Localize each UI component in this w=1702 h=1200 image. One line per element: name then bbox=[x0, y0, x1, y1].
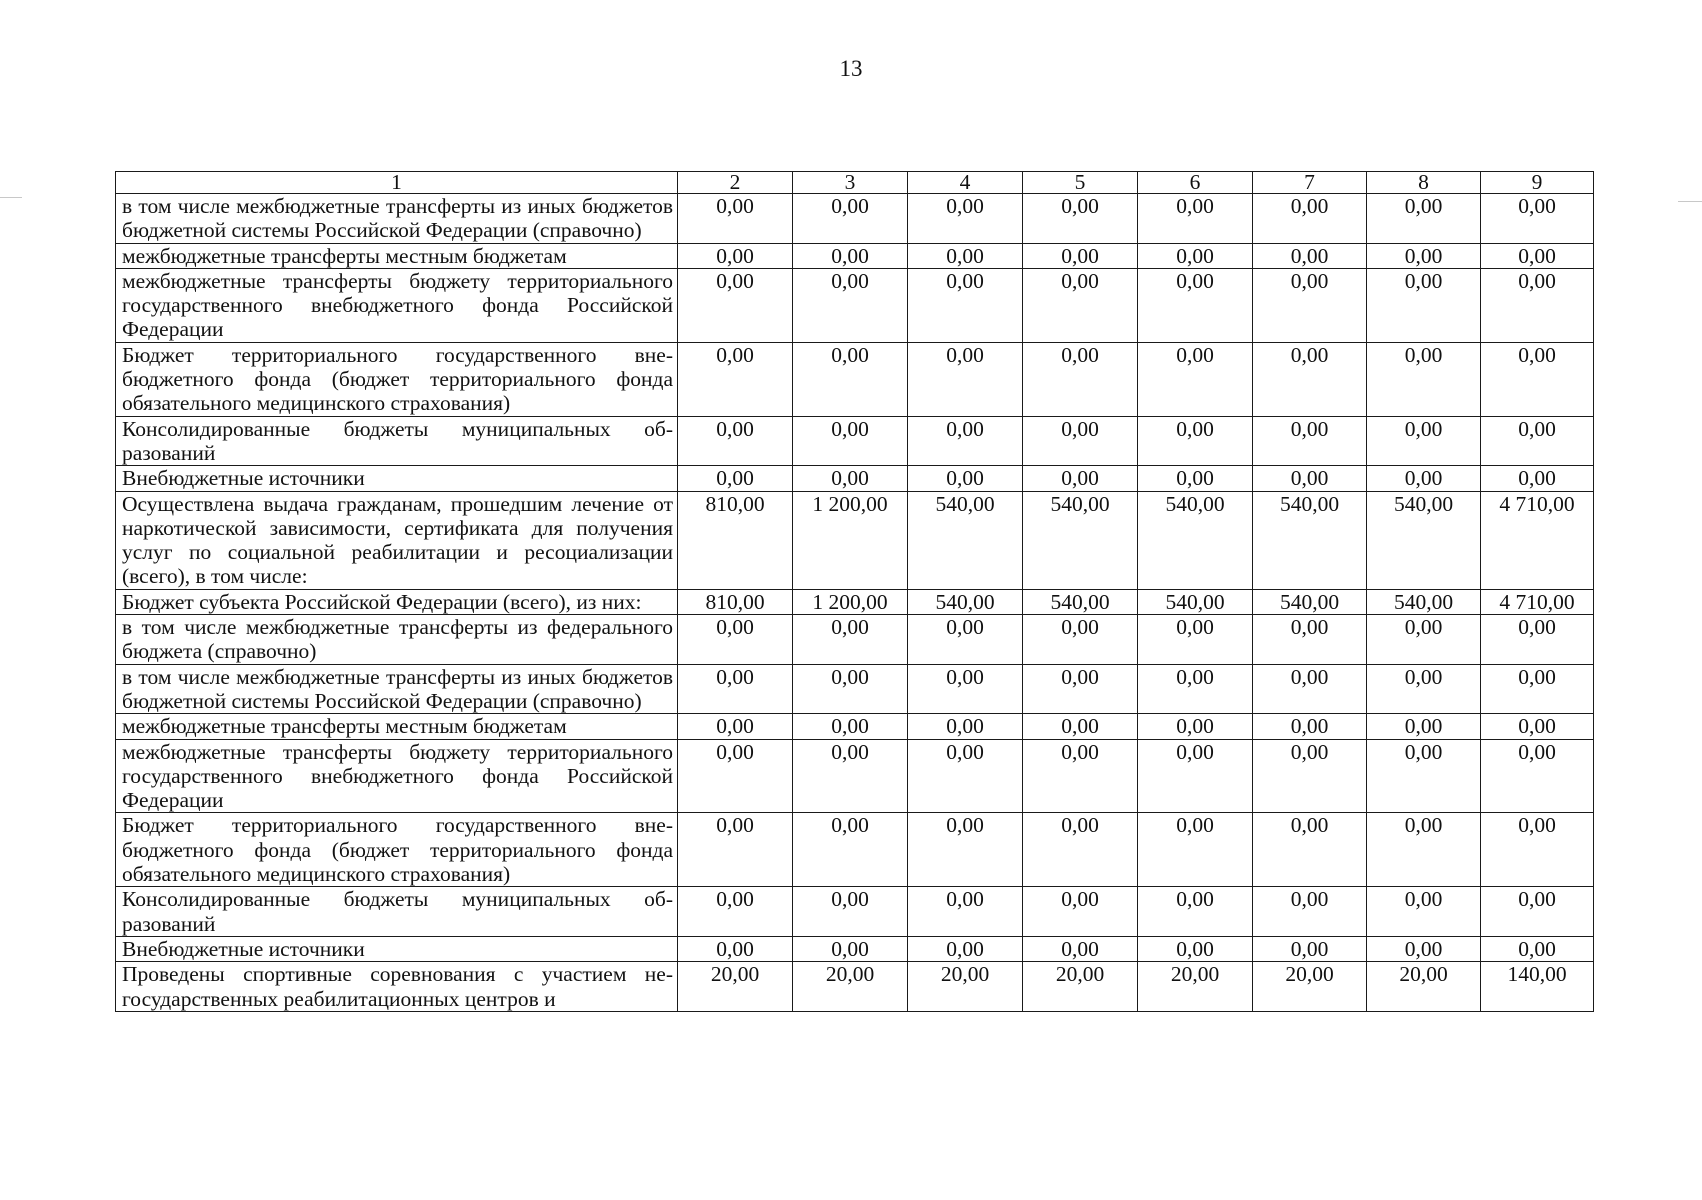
value-cell: 0,00 bbox=[1481, 936, 1594, 961]
column-header: 2 bbox=[678, 172, 793, 194]
value-cell: 0,00 bbox=[678, 615, 793, 665]
value-cell: 0,00 bbox=[1138, 243, 1253, 268]
table-row bbox=[116, 268, 1594, 342]
value-cell: 0,00 bbox=[793, 813, 908, 887]
value-cell: 0,00 bbox=[678, 268, 793, 342]
budget-table bbox=[115, 171, 1594, 1012]
value-cell: 540,00 bbox=[1023, 491, 1138, 589]
table-row bbox=[116, 491, 1594, 589]
value-cell: 0,00 bbox=[1138, 466, 1253, 491]
scan-mark-left bbox=[0, 197, 22, 198]
value-cell: 0,00 bbox=[1138, 887, 1253, 937]
value-cell: 0,00 bbox=[1253, 714, 1367, 739]
value-cell: 0,00 bbox=[908, 194, 1023, 244]
row-label: в том числе межбюджетные трансферты из федерального бюджета (справочно) bbox=[116, 615, 678, 665]
table-row bbox=[116, 739, 1594, 813]
column-header: 8 bbox=[1367, 172, 1481, 194]
table-row bbox=[116, 342, 1594, 416]
value-cell: 0,00 bbox=[1481, 714, 1594, 739]
value-cell: 0,00 bbox=[908, 936, 1023, 961]
value-cell: 0,00 bbox=[793, 664, 908, 714]
value-cell: 0,00 bbox=[1253, 416, 1367, 466]
value-cell: 0,00 bbox=[908, 615, 1023, 665]
row-label: в том числе межбюджетные трансферты из иных бюджетов бюджетной системы Российской Федерации (справочно) bbox=[116, 194, 678, 244]
value-cell: 0,00 bbox=[1481, 466, 1594, 491]
value-cell: 0,00 bbox=[678, 342, 793, 416]
value-cell: 0,00 bbox=[908, 243, 1023, 268]
value-cell: 0,00 bbox=[1138, 664, 1253, 714]
value-cell: 0,00 bbox=[1138, 714, 1253, 739]
value-cell: 0,00 bbox=[793, 243, 908, 268]
value-cell: 0,00 bbox=[1481, 887, 1594, 937]
value-cell: 0,00 bbox=[1138, 739, 1253, 813]
table-row bbox=[116, 936, 1594, 961]
row-label: Осуществлена выдача гражданам, прошедшим лечение от наркотической зависимости, сертификата для получения услуг по социальной реабилитации и ресоциализации (всего), в том числе: bbox=[116, 491, 678, 589]
value-cell: 0,00 bbox=[793, 466, 908, 491]
value-cell: 20,00 bbox=[1367, 962, 1481, 1012]
table-row bbox=[116, 243, 1594, 268]
row-label: Консолидированные бюджеты муниципальных образований bbox=[116, 416, 678, 466]
table-body bbox=[116, 172, 1594, 1012]
value-cell: 20,00 bbox=[793, 962, 908, 1012]
value-cell: 0,00 bbox=[1367, 664, 1481, 714]
value-cell: 0,00 bbox=[1367, 615, 1481, 665]
value-cell: 540,00 bbox=[1253, 491, 1367, 589]
value-cell: 0,00 bbox=[1367, 887, 1481, 937]
value-cell: 0,00 bbox=[793, 615, 908, 665]
value-cell: 0,00 bbox=[1367, 194, 1481, 244]
value-cell: 0,00 bbox=[1481, 664, 1594, 714]
value-cell: 0,00 bbox=[1367, 416, 1481, 466]
value-cell: 4 710,00 bbox=[1481, 491, 1594, 589]
value-cell: 0,00 bbox=[1367, 342, 1481, 416]
value-cell: 0,00 bbox=[678, 194, 793, 244]
table-row bbox=[116, 194, 1594, 244]
value-cell: 4 710,00 bbox=[1481, 589, 1594, 614]
table-header-row bbox=[116, 172, 1594, 194]
value-cell: 540,00 bbox=[1367, 589, 1481, 614]
row-label: межбюджетные трансферты бюджету территориального государственного внебюджетного фонда Российской Федерации bbox=[116, 268, 678, 342]
value-cell: 0,00 bbox=[1138, 615, 1253, 665]
row-label: в том числе межбюджетные трансферты из иных бюджетов бюджетной системы Российской Федерации (справочно) bbox=[116, 664, 678, 714]
value-cell: 0,00 bbox=[1253, 664, 1367, 714]
value-cell: 540,00 bbox=[908, 589, 1023, 614]
value-cell: 0,00 bbox=[1023, 887, 1138, 937]
row-label: Проведены спортивные соревнования с участием негосударственных реабилитационных центров и bbox=[116, 962, 678, 1012]
value-cell: 0,00 bbox=[1481, 194, 1594, 244]
value-cell: 0,00 bbox=[1253, 887, 1367, 937]
value-cell: 0,00 bbox=[678, 466, 793, 491]
value-cell: 0,00 bbox=[1253, 243, 1367, 268]
value-cell: 0,00 bbox=[1138, 194, 1253, 244]
value-cell: 0,00 bbox=[678, 714, 793, 739]
table-row bbox=[116, 664, 1594, 714]
value-cell: 20,00 bbox=[678, 962, 793, 1012]
row-label: межбюджетные трансферты бюджету территориального государственного внебюджетного фонда Российской Федерации bbox=[116, 739, 678, 813]
value-cell: 0,00 bbox=[678, 243, 793, 268]
value-cell: 0,00 bbox=[1138, 342, 1253, 416]
table-row bbox=[116, 813, 1594, 887]
value-cell: 20,00 bbox=[908, 962, 1023, 1012]
value-cell: 540,00 bbox=[1138, 491, 1253, 589]
row-label: межбюджетные трансферты местным бюджетам bbox=[116, 714, 678, 739]
value-cell: 0,00 bbox=[793, 714, 908, 739]
column-header: 5 bbox=[1023, 172, 1138, 194]
value-cell: 0,00 bbox=[1253, 813, 1367, 887]
value-cell: 140,00 bbox=[1481, 962, 1594, 1012]
value-cell: 540,00 bbox=[1367, 491, 1481, 589]
value-cell: 0,00 bbox=[908, 887, 1023, 937]
value-cell: 0,00 bbox=[908, 664, 1023, 714]
table-row bbox=[116, 589, 1594, 614]
value-cell: 0,00 bbox=[793, 268, 908, 342]
value-cell: 0,00 bbox=[908, 714, 1023, 739]
value-cell: 540,00 bbox=[1253, 589, 1367, 614]
value-cell: 0,00 bbox=[793, 936, 908, 961]
column-header: 9 bbox=[1481, 172, 1594, 194]
value-cell: 0,00 bbox=[1138, 268, 1253, 342]
value-cell: 0,00 bbox=[1253, 466, 1367, 491]
column-header: 1 bbox=[116, 172, 678, 194]
value-cell: 0,00 bbox=[1481, 416, 1594, 466]
value-cell: 0,00 bbox=[1023, 813, 1138, 887]
value-cell: 0,00 bbox=[678, 739, 793, 813]
value-cell: 0,00 bbox=[793, 194, 908, 244]
value-cell: 0,00 bbox=[1253, 268, 1367, 342]
column-header: 7 bbox=[1253, 172, 1367, 194]
value-cell: 0,00 bbox=[1367, 268, 1481, 342]
value-cell: 0,00 bbox=[1253, 194, 1367, 244]
value-cell: 0,00 bbox=[908, 342, 1023, 416]
value-cell: 0,00 bbox=[793, 739, 908, 813]
value-cell: 0,00 bbox=[1023, 416, 1138, 466]
value-cell: 0,00 bbox=[1253, 739, 1367, 813]
value-cell: 0,00 bbox=[908, 416, 1023, 466]
value-cell: 0,00 bbox=[1023, 268, 1138, 342]
value-cell: 0,00 bbox=[1023, 936, 1138, 961]
value-cell: 540,00 bbox=[908, 491, 1023, 589]
row-label: Бюджет территориального государственного внебюджетного фонда (бюджет территориального фонда обязательного медицинского страхования) bbox=[116, 813, 678, 887]
row-label: Внебюджетные источники bbox=[116, 936, 678, 961]
value-cell: 0,00 bbox=[908, 739, 1023, 813]
scan-mark-right bbox=[1678, 201, 1702, 202]
value-cell: 0,00 bbox=[678, 887, 793, 937]
row-label: Бюджет территориального государственного внебюджетного фонда (бюджет территориального фонда обязательного медицинского страхования) bbox=[116, 342, 678, 416]
value-cell: 810,00 bbox=[678, 589, 793, 614]
value-cell: 0,00 bbox=[1138, 936, 1253, 961]
value-cell: 20,00 bbox=[1023, 962, 1138, 1012]
value-cell: 0,00 bbox=[1023, 664, 1138, 714]
value-cell: 0,00 bbox=[678, 664, 793, 714]
value-cell: 0,00 bbox=[678, 416, 793, 466]
table-row bbox=[116, 887, 1594, 937]
column-header: 4 bbox=[908, 172, 1023, 194]
row-label: Бюджет субъекта Российской Федерации (всего), из них: bbox=[116, 589, 678, 614]
value-cell: 0,00 bbox=[1023, 615, 1138, 665]
value-cell: 20,00 bbox=[1253, 962, 1367, 1012]
value-cell: 0,00 bbox=[1367, 813, 1481, 887]
value-cell: 0,00 bbox=[1138, 813, 1253, 887]
value-cell: 0,00 bbox=[908, 268, 1023, 342]
value-cell: 0,00 bbox=[1023, 739, 1138, 813]
table-row bbox=[116, 714, 1594, 739]
value-cell: 0,00 bbox=[908, 466, 1023, 491]
value-cell: 0,00 bbox=[1253, 342, 1367, 416]
table-row bbox=[116, 962, 1594, 1012]
value-cell: 0,00 bbox=[1023, 243, 1138, 268]
table-row bbox=[116, 615, 1594, 665]
row-label: Внебюджетные источники bbox=[116, 466, 678, 491]
value-cell: 540,00 bbox=[1138, 589, 1253, 614]
value-cell: 0,00 bbox=[678, 813, 793, 887]
value-cell: 0,00 bbox=[1481, 813, 1594, 887]
value-cell: 0,00 bbox=[1481, 342, 1594, 416]
value-cell: 0,00 bbox=[793, 342, 908, 416]
value-cell: 1 200,00 bbox=[793, 491, 908, 589]
column-header: 3 bbox=[793, 172, 908, 194]
value-cell: 810,00 bbox=[678, 491, 793, 589]
value-cell: 0,00 bbox=[1023, 466, 1138, 491]
value-cell: 0,00 bbox=[1138, 416, 1253, 466]
value-cell: 0,00 bbox=[678, 936, 793, 961]
value-cell: 0,00 bbox=[908, 813, 1023, 887]
table-row bbox=[116, 416, 1594, 466]
table-row bbox=[116, 466, 1594, 491]
value-cell: 0,00 bbox=[1481, 268, 1594, 342]
value-cell: 0,00 bbox=[1367, 714, 1481, 739]
value-cell: 0,00 bbox=[1023, 194, 1138, 244]
page-number: 13 bbox=[839, 56, 863, 81]
value-cell: 20,00 bbox=[1138, 962, 1253, 1012]
column-header: 6 bbox=[1138, 172, 1253, 194]
value-cell: 0,00 bbox=[793, 416, 908, 466]
value-cell: 0,00 bbox=[1481, 243, 1594, 268]
value-cell: 0,00 bbox=[1367, 739, 1481, 813]
value-cell: 540,00 bbox=[1023, 589, 1138, 614]
value-cell: 0,00 bbox=[1023, 342, 1138, 416]
value-cell: 0,00 bbox=[1367, 466, 1481, 491]
value-cell: 0,00 bbox=[1023, 714, 1138, 739]
value-cell: 0,00 bbox=[793, 887, 908, 937]
value-cell: 0,00 bbox=[1253, 936, 1367, 961]
value-cell: 0,00 bbox=[1481, 615, 1594, 665]
value-cell: 0,00 bbox=[1367, 243, 1481, 268]
value-cell: 0,00 bbox=[1367, 936, 1481, 961]
row-label: Консолидированные бюджеты муниципальных образований bbox=[116, 887, 678, 937]
value-cell: 0,00 bbox=[1253, 615, 1367, 665]
value-cell: 1 200,00 bbox=[793, 589, 908, 614]
row-label: межбюджетные трансферты местным бюджетам bbox=[116, 243, 678, 268]
value-cell: 0,00 bbox=[1481, 739, 1594, 813]
